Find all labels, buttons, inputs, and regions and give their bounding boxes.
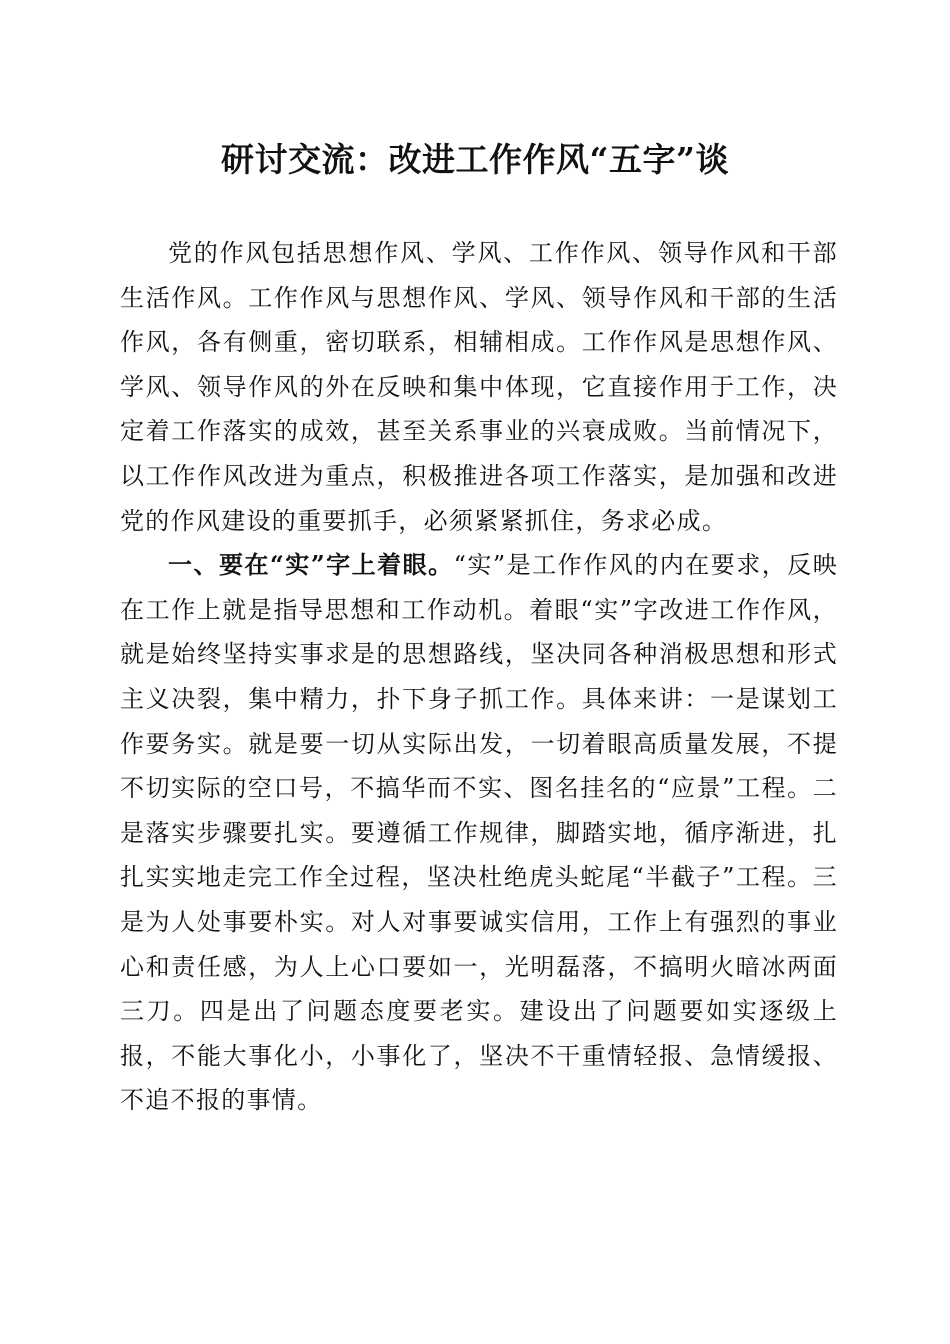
intro-paragraph-text: 党的作风包括思想作风、学风、工作作风、领导作风和干部生活作风。工作作风与思想作风、学风、领导作风和干部的生活作风，各有侧重，密切联系，相辅相成。工作作风是思想作风、学风、领导作风的外在反映和集中体现，它直接作用于工作，决定着工作落实的成效，甚至关系事业的兴衰成败。当前情况下，以工作作风改进为重点，积极推进各项工作落实，是加强和改进党的作风建设的重要抓手，必须紧紧抓住，务求必成。 [120, 239, 838, 535]
page-title: 研讨交流：改进工作作风“五字”谈 [221, 140, 729, 179]
section-1-paragraph [120, 543, 838, 1123]
intro-paragraph [120, 231, 838, 543]
section-1-heading: 一、要在“实”字上着眼。 [168, 550, 454, 580]
section-1-text: “实”是工作作风的内在要求，反映在工作上就是指导思想和工作动机。着眼“实”字改进工作作风，就是始终坚持实事求是的思想路线，坚决同各种消极思想和形式主义决裂，集中精力，扑下身子抓工作。具体来讲：一是谋划工作要务实。就是要一切从实际出发，一切着眼高质量发展，不提不切实际的空口号，不搞华而不实、图名挂名的“应景”工程。二是落实步骤要扎实。要遵循工作规律，脚踏实地，循序渐进，扎扎实实地走完工作全过程，坚决杜绝虎头蛇尾“半截子”工程。三是为人处事要朴实。对人对事要诚实信用，工作上有强烈的事业心和责任感，为人上心口要如一，光明磊落，不搞明火暗冰两面三刀。四是出了问题态度要老实。建设出了问题要如实逐级上报，不能大事化小，小事化了，坚决不干重情轻报、急情缓报、不追不报的事情。 [120, 551, 838, 1115]
document-body [120, 231, 838, 1123]
